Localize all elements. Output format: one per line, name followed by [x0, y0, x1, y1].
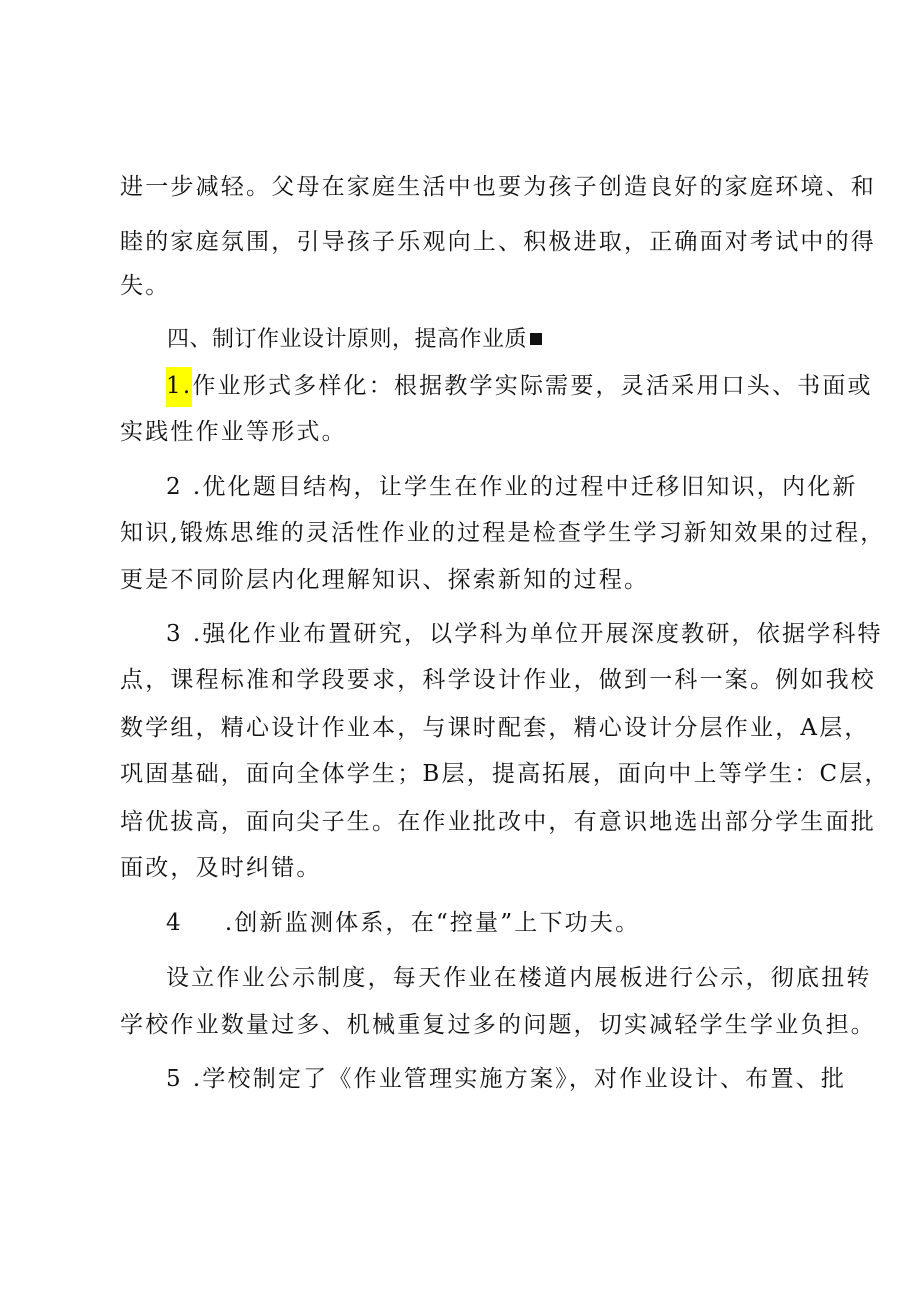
paragraph-line: [0, 565, 920, 595]
paragraph-line: [0, 371, 920, 407]
line-text: .强化作业布置研究，以学科为单位开展深度教研，依据学科特: [192, 621, 883, 647]
paragraph-line: [0, 518, 920, 548]
paragraph-line: [0, 1064, 920, 1094]
line-text: 面改，及时纠错。: [120, 855, 322, 881]
line-text: 设立作业公示制度，每天作业在楼道内展板进行公示，彻底扭转: [166, 965, 872, 991]
paragraph-line: [0, 472, 920, 502]
line-text: 巩固基础，面向全体学生；B层，提高拓展，面向中上等学生：C层，: [120, 761, 890, 787]
line-text: .优化题目结构，让学生在作业的过程中迁移旧知识，内化新: [192, 474, 858, 500]
line-text: 睦的家庭氛围，引导孩子乐观向上、积极进取，正确面对考试中的得: [120, 229, 876, 255]
highlighted-number: 1.: [166, 367, 192, 407]
line-text: 数学组，精心设计作业本，与课时配套，精心设计分层作业，A层，: [120, 715, 870, 741]
paragraph-line: [0, 665, 920, 695]
paragraph-line: [0, 417, 920, 447]
line-text: 更是不同阶层内化理解知识、探索新知的过程。: [120, 567, 650, 593]
line-text: 进一步减轻。父母在家庭生活中也要为孩子创造良好的家庭环境、和: [120, 174, 876, 200]
line-text: 失。: [120, 273, 171, 299]
item-number: 4: [166, 910, 183, 936]
line-text: .学校制定了《作业管理实施方案》，对作业设计、布置、批: [192, 1066, 847, 1092]
line-text: 培优拔高，面向尖子生。在作业批改中，有意识地选出部分学生面批: [120, 809, 876, 835]
paragraph-line: [0, 619, 920, 649]
line-text: 点，课程标准和学段要求，科学设计作业，做到一科一案。例如我校: [120, 667, 876, 693]
paragraph-line: [0, 1010, 920, 1040]
section-heading: [0, 325, 920, 355]
paragraph-line: [0, 759, 920, 789]
line-text: 实践性作业等形式。: [120, 419, 347, 445]
line-text: 知识,锻炼思维的灵活性作业的过程是检查学生学习新知效果的过程，: [120, 520, 886, 546]
line-text: 学校作业数量过多、机械重复过多的问题，切实减轻学生学业负担。: [120, 1012, 876, 1038]
paragraph-line: [0, 271, 920, 301]
heading-text: 四、制订作业设计原则，提高作业质: [167, 327, 528, 352]
paragraph-line: [0, 807, 920, 837]
item-number: 5: [166, 1066, 183, 1092]
paragraph-line: [0, 963, 920, 993]
item-number: 3: [166, 621, 183, 647]
filled-square-icon: [530, 333, 542, 345]
paragraph-line: [0, 853, 920, 883]
paragraph-line: [0, 227, 920, 257]
paragraph-line: [0, 713, 920, 743]
line-text: .创新监测体系，在“控量”上下功夫。: [224, 910, 641, 936]
paragraph-line: [0, 172, 920, 202]
paragraph-line: [0, 908, 920, 938]
line-text: 作业形式多样化：根据教学实际需要，灵活采用口头、书面或: [192, 373, 873, 399]
item-number: 2: [166, 474, 183, 500]
